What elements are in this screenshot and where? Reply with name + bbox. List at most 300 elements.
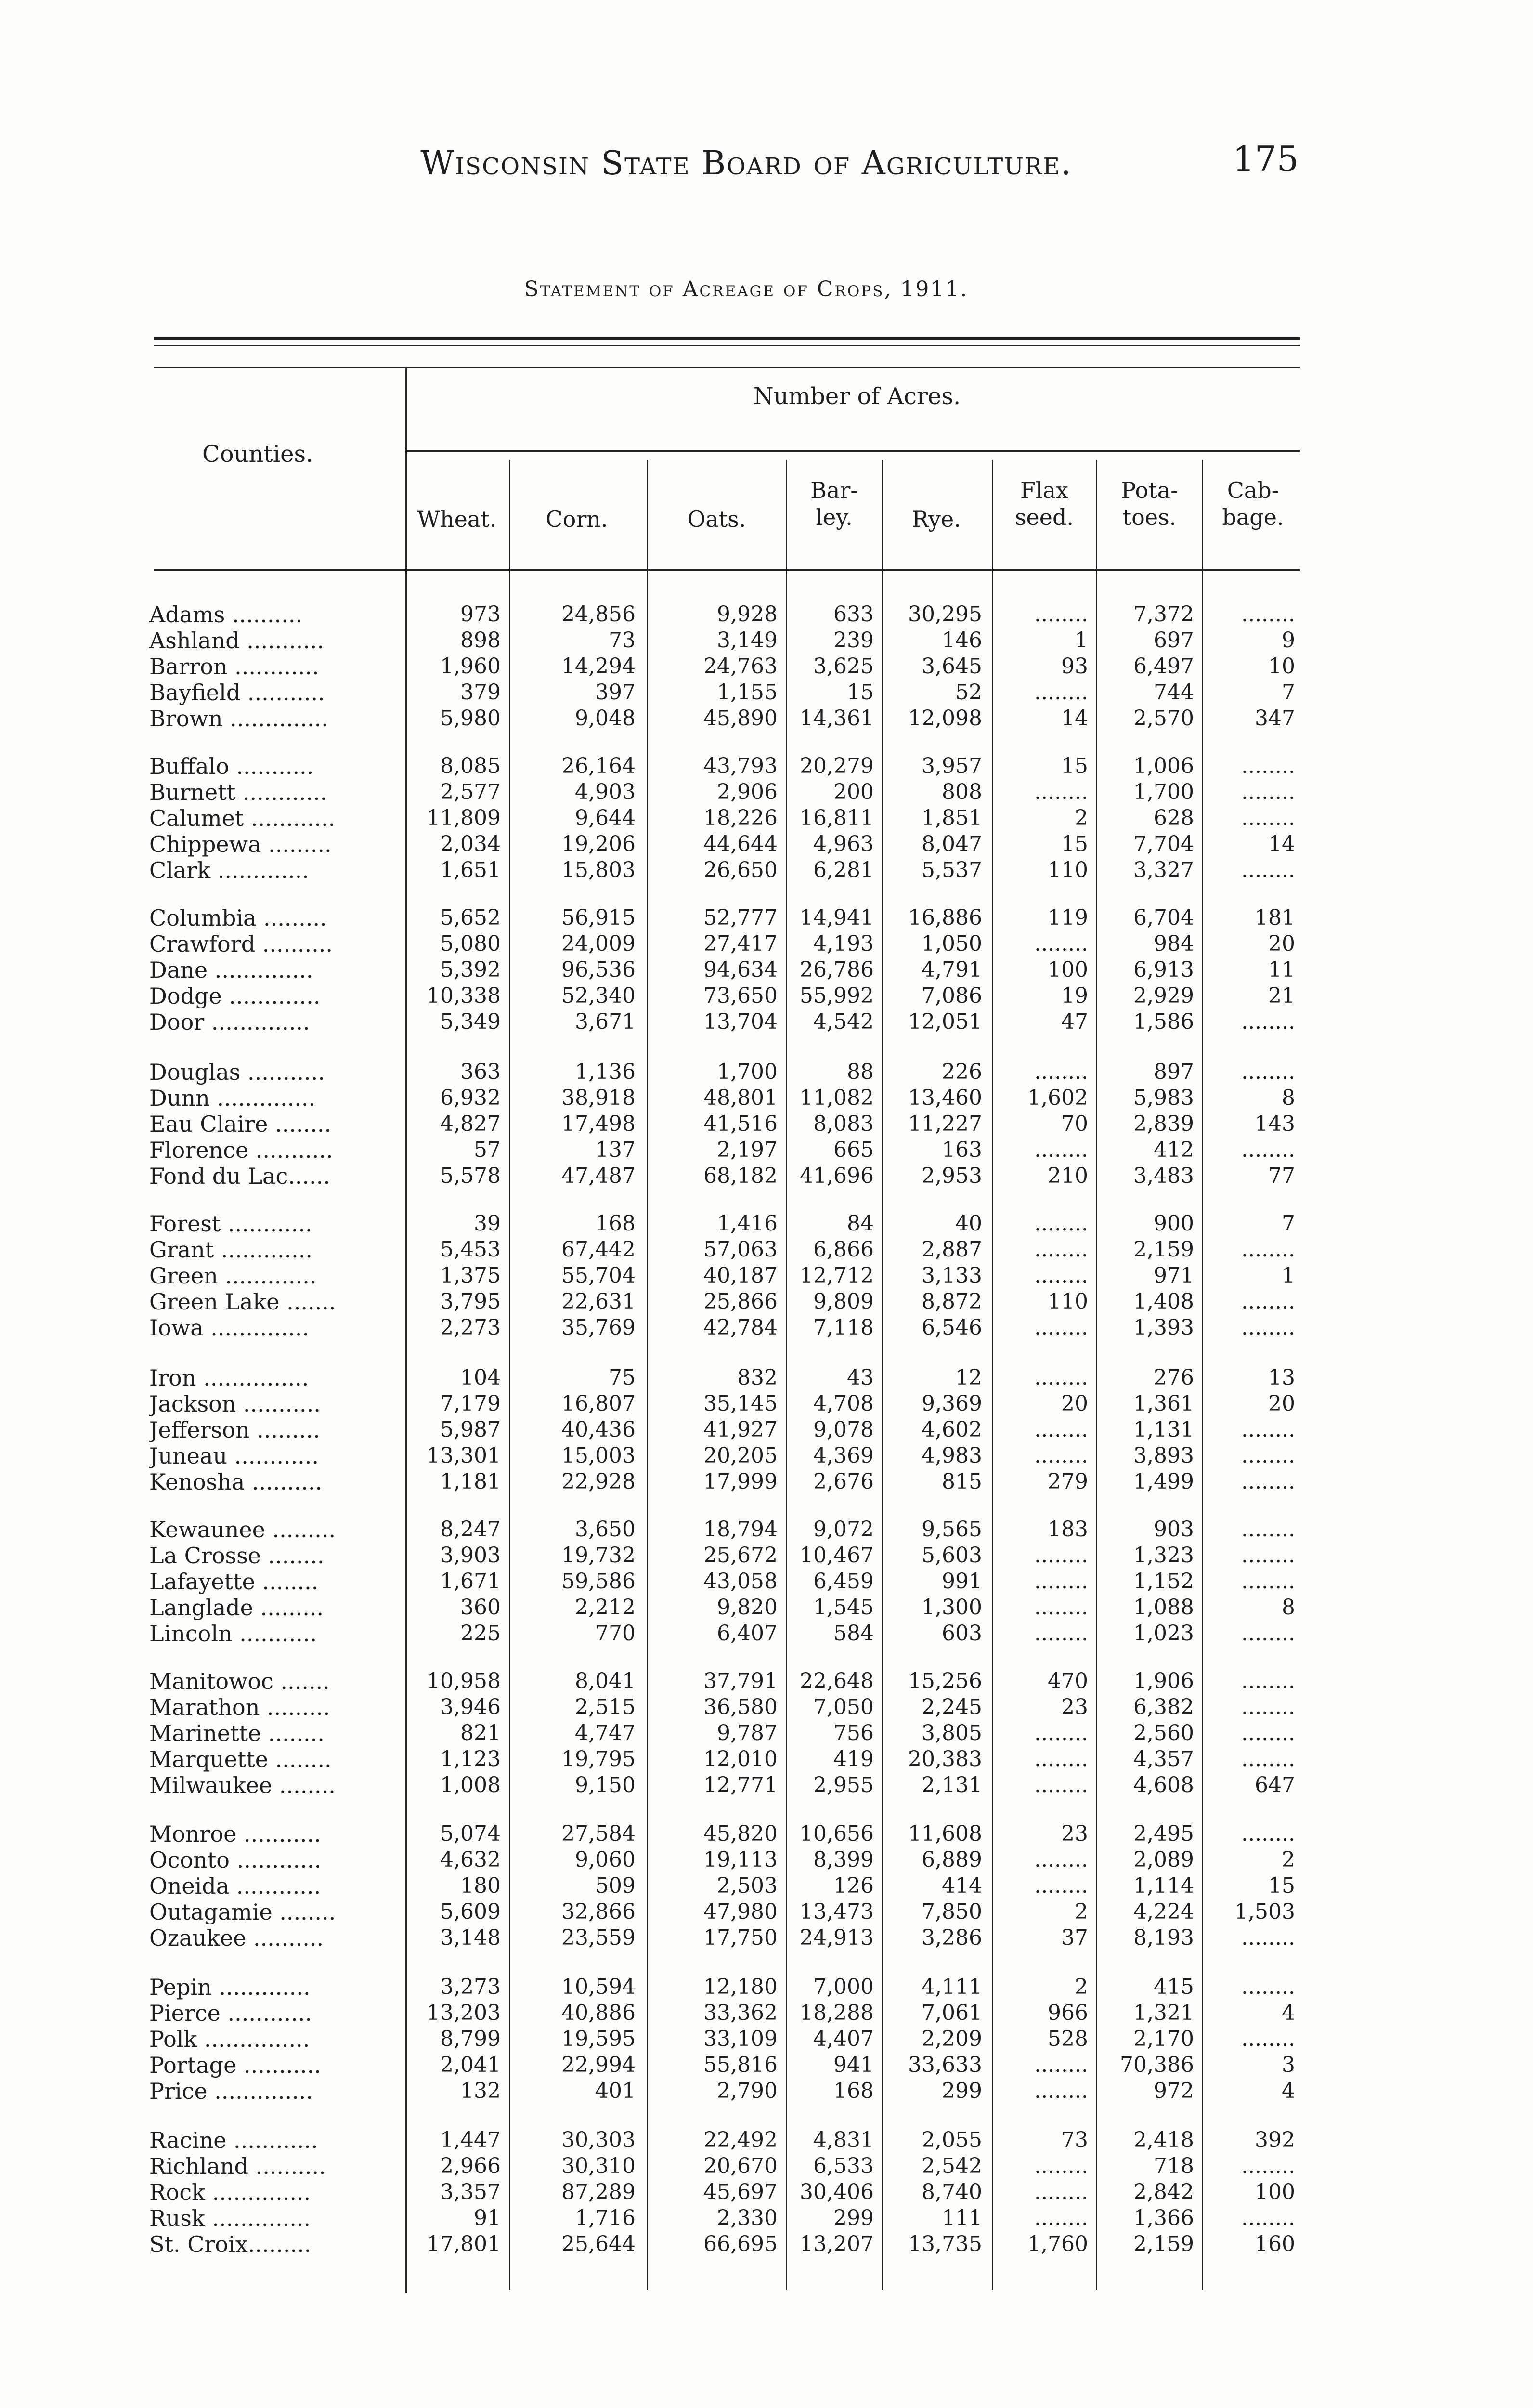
- table-row: [0, 905, 1533, 930]
- cell-potatoes: 697: [1154, 628, 1194, 653]
- cell-oats: 45,820: [703, 1821, 778, 1846]
- cell-flax: 73: [1061, 2128, 1088, 2152]
- cell-flax: 110: [1048, 858, 1088, 882]
- cell-cabbage: ........: [1241, 602, 1295, 627]
- cell-oats: 44,644: [703, 832, 778, 856]
- cell-barley: 3,625: [813, 654, 874, 679]
- cell-barley: 14,941: [800, 905, 874, 930]
- cell-barley: 1,545: [813, 1595, 874, 1620]
- cell-oats: 9,928: [717, 602, 778, 627]
- cell-rye: 3,286: [922, 1925, 982, 1950]
- column-header-flax: Flax seed.: [1014, 477, 1074, 530]
- cell-potatoes: 412: [1154, 1138, 1194, 1162]
- cell-flax: 47: [1061, 1009, 1088, 1034]
- cell-corn: 30,310: [561, 2154, 636, 2178]
- cell-oats: 18,226: [703, 806, 778, 830]
- cell-cabbage: 347: [1255, 706, 1295, 731]
- cell-flax: 1,602: [1027, 1086, 1088, 1110]
- cell-barley: 14,361: [800, 706, 874, 731]
- table-row: [0, 1469, 1533, 1494]
- cell-wheat: 5,578: [440, 1164, 501, 1188]
- cell-flax: ........: [1034, 1138, 1088, 1162]
- cell-rye: 33,633: [908, 2053, 982, 2077]
- cell-rye: 6,546: [922, 1315, 982, 1340]
- table-row: [0, 2128, 1533, 2153]
- cell-barley: 16,811: [800, 806, 874, 830]
- cell-oats: 19,113: [703, 1847, 778, 1872]
- cell-rye: 2,887: [922, 1237, 982, 1262]
- cell-corn: 38,918: [561, 1086, 636, 1110]
- cell-oats: 17,750: [703, 1925, 778, 1950]
- cell-corn: 55,704: [561, 1263, 636, 1288]
- cell-potatoes: 1,366: [1133, 2206, 1194, 2230]
- cell-wheat: 3,903: [440, 1543, 501, 1568]
- county-name: Outagamie ........: [149, 1899, 336, 1924]
- cell-rye: 1,851: [922, 806, 982, 830]
- cell-cabbage: ........: [1241, 1925, 1295, 1950]
- cell-cabbage: ........: [1241, 806, 1295, 830]
- cell-potatoes: 1,152: [1133, 1569, 1194, 1594]
- county-name: Price ..............: [149, 2079, 313, 2104]
- cell-flax: 1: [1075, 628, 1088, 653]
- cell-flax: 119: [1048, 905, 1088, 930]
- cell-rye: 4,111: [922, 1975, 982, 1999]
- cell-wheat: 379: [460, 680, 501, 705]
- cell-oats: 2,503: [717, 1873, 778, 1898]
- cell-potatoes: 1,323: [1133, 1543, 1194, 1568]
- cell-potatoes: 1,006: [1133, 754, 1194, 778]
- cell-oats: 43,058: [703, 1569, 778, 1594]
- cell-flax: ........: [1034, 680, 1088, 705]
- table-row: [0, 1821, 1533, 1846]
- cell-oats: 68,182: [703, 1164, 778, 1188]
- cell-flax: ........: [1034, 2154, 1088, 2178]
- cell-barley: 10,656: [800, 1821, 874, 1846]
- cell-potatoes: 1,088: [1133, 1595, 1194, 1620]
- table-row: [0, 1669, 1533, 1694]
- cell-cabbage: 7: [1282, 1211, 1295, 1236]
- cell-corn: 10,594: [561, 1975, 636, 1999]
- cell-potatoes: 2,170: [1133, 2027, 1194, 2051]
- cell-cabbage: ........: [1241, 1138, 1295, 1162]
- table-row: [0, 1925, 1533, 1950]
- cell-cabbage: ........: [1241, 1469, 1295, 1494]
- cell-rye: 815: [942, 1469, 982, 1494]
- county-name: Rusk ..............: [149, 2206, 311, 2231]
- cell-cabbage: 20: [1268, 1391, 1295, 1416]
- cell-corn: 770: [595, 1621, 636, 1646]
- cell-corn: 22,928: [561, 1469, 636, 1494]
- cell-corn: 26,164: [561, 754, 636, 778]
- cell-corn: 3,650: [575, 1517, 636, 1542]
- county-name: Lincoln ...........: [149, 1621, 317, 1646]
- cell-corn: 19,732: [561, 1543, 636, 1568]
- cell-potatoes: 7,372: [1133, 602, 1194, 627]
- cell-wheat: 3,148: [440, 1925, 501, 1950]
- cell-potatoes: 3,483: [1133, 1164, 1194, 1188]
- table-row: [0, 1391, 1533, 1416]
- cell-barley: 24,913: [800, 1925, 874, 1950]
- cell-cabbage: 1,503: [1234, 1899, 1295, 1924]
- table-row: [0, 1747, 1533, 1772]
- cell-wheat: 1,008: [440, 1773, 501, 1797]
- cell-rye: 8,047: [922, 832, 982, 856]
- cell-corn: 1,716: [575, 2206, 636, 2230]
- cell-oats: 9,787: [717, 1721, 778, 1745]
- cell-barley: 13,473: [800, 1899, 874, 1924]
- cell-corn: 4,747: [575, 1721, 636, 1745]
- cell-wheat: 3,795: [440, 1289, 501, 1314]
- cell-oats: 43,793: [703, 754, 778, 778]
- cell-rye: 3,957: [922, 754, 982, 778]
- county-name: Green .............: [149, 1263, 317, 1288]
- cell-oats: 12,010: [703, 1747, 778, 1771]
- cell-potatoes: 1,361: [1133, 1391, 1194, 1416]
- county-name: Polk ...............: [149, 2027, 310, 2052]
- table-row: [0, 2079, 1533, 2104]
- county-name: Fond du Lac......: [149, 1164, 330, 1189]
- table-row: [0, 931, 1533, 956]
- cell-corn: 32,866: [561, 1899, 636, 1924]
- cell-oats: 33,362: [703, 2001, 778, 2025]
- cell-wheat: 132: [460, 2079, 501, 2103]
- cell-flax: 70: [1061, 1112, 1088, 1136]
- cell-corn: 15,803: [561, 858, 636, 882]
- cell-oats: 42,784: [703, 1315, 778, 1340]
- cell-oats: 17,999: [703, 1469, 778, 1494]
- cell-flax: 20: [1061, 1391, 1088, 1416]
- table-row: [0, 1211, 1533, 1236]
- cell-corn: 22,994: [561, 2053, 636, 2077]
- cell-potatoes: 6,382: [1133, 1695, 1194, 1719]
- county-name: Marquette ........: [149, 1747, 332, 1772]
- cell-oats: 18,794: [703, 1517, 778, 1542]
- cell-barley: 665: [833, 1138, 874, 1162]
- cell-wheat: 8,247: [440, 1517, 501, 1542]
- cell-cabbage: 143: [1255, 1112, 1295, 1136]
- cell-corn: 9,060: [575, 1847, 636, 1872]
- county-name: Racine ............: [149, 2128, 318, 2153]
- cell-flax: 37: [1061, 1925, 1088, 1950]
- cell-flax: 15: [1061, 832, 1088, 856]
- cell-flax: 279: [1048, 1469, 1088, 1494]
- cell-barley: 9,809: [813, 1289, 874, 1314]
- cell-barley: 584: [833, 1621, 874, 1646]
- cell-rye: 20,383: [908, 1747, 982, 1771]
- running-title: Wisconsin State Board of Agriculture.: [420, 144, 1072, 183]
- cell-rye: 9,369: [922, 1391, 982, 1416]
- cell-rye: 226: [942, 1060, 982, 1084]
- cell-wheat: 2,273: [440, 1315, 501, 1340]
- cell-cabbage: 392: [1255, 2128, 1295, 2152]
- cell-cabbage: 11: [1268, 957, 1295, 982]
- cell-oats: 66,695: [703, 2232, 778, 2256]
- cell-corn: 24,009: [561, 931, 636, 956]
- cell-oats: 35,145: [703, 1391, 778, 1416]
- cell-cabbage: ........: [1241, 1289, 1295, 1314]
- cell-rye: 15,256: [908, 1669, 982, 1693]
- cell-oats: 33,109: [703, 2027, 778, 2051]
- cell-cabbage: ........: [1241, 1569, 1295, 1594]
- cell-flax: ........: [1034, 1873, 1088, 1898]
- cell-wheat: 5,080: [440, 931, 501, 956]
- cell-potatoes: 4,224: [1133, 1899, 1194, 1924]
- county-name: Portage ...........: [149, 2053, 321, 2078]
- cell-rye: 808: [942, 780, 982, 804]
- cell-barley: 200: [833, 780, 874, 804]
- cell-wheat: 5,980: [440, 706, 501, 731]
- cell-cabbage: 7: [1282, 680, 1295, 705]
- cell-wheat: 13,203: [427, 2001, 501, 2025]
- cell-potatoes: 70,386: [1120, 2053, 1194, 2077]
- cell-oats: 2,197: [717, 1138, 778, 1162]
- cell-flax: ........: [1034, 602, 1088, 627]
- cell-flax: 2: [1075, 1899, 1088, 1924]
- table-row: [0, 1138, 1533, 1163]
- cell-oats: 47,980: [703, 1899, 778, 1924]
- cell-corn: 40,886: [561, 2001, 636, 2025]
- table-row: [0, 1365, 1533, 1390]
- cell-oats: 9,820: [717, 1595, 778, 1620]
- cell-rye: 2,131: [922, 1773, 982, 1797]
- county-name: Dodge .............: [149, 983, 321, 1008]
- cell-flax: 2: [1075, 806, 1088, 830]
- cell-wheat: 4,827: [440, 1112, 501, 1136]
- cell-cabbage: ........: [1241, 1821, 1295, 1846]
- cell-flax: ........: [1034, 1773, 1088, 1797]
- table-row: [0, 832, 1533, 857]
- cell-rye: 146: [942, 628, 982, 653]
- cell-wheat: 3,273: [440, 1975, 501, 1999]
- cell-flax: 2: [1075, 1975, 1088, 1999]
- county-name: Columbia .........: [149, 905, 327, 930]
- cell-wheat: 2,966: [440, 2154, 501, 2178]
- cell-flax: ........: [1034, 1747, 1088, 1771]
- cell-corn: 17,498: [561, 1112, 636, 1136]
- cell-rye: 8,872: [922, 1289, 982, 1314]
- cell-wheat: 5,349: [440, 1009, 501, 1034]
- cell-potatoes: 1,700: [1133, 780, 1194, 804]
- cell-barley: 4,369: [813, 1443, 874, 1468]
- cell-corn: 14,294: [561, 654, 636, 679]
- county-name: Adams ..........: [149, 602, 303, 627]
- cell-barley: 7,000: [813, 1975, 874, 1999]
- cell-barley: 8,083: [813, 1112, 874, 1136]
- cell-cabbage: ........: [1241, 1621, 1295, 1646]
- cell-rye: 12: [955, 1365, 982, 1390]
- county-name: Iron ...............: [149, 1365, 309, 1390]
- cell-flax: ........: [1034, 1595, 1088, 1620]
- counties-header: Counties.: [202, 441, 313, 468]
- column-header-corn: Corn.: [546, 506, 608, 532]
- county-name: Iowa ..............: [149, 1315, 309, 1340]
- cell-corn: 397: [595, 680, 636, 705]
- cell-barley: 2,955: [813, 1773, 874, 1797]
- cell-corn: 509: [595, 1873, 636, 1898]
- county-name: Kewaunee .........: [149, 1517, 336, 1542]
- cell-cabbage: ........: [1241, 780, 1295, 804]
- cell-wheat: 5,074: [440, 1821, 501, 1846]
- table-row: [0, 1086, 1533, 1111]
- cell-oats: 48,801: [703, 1086, 778, 1110]
- table-row: [0, 1695, 1533, 1720]
- table-row: [0, 1112, 1533, 1137]
- cell-corn: 67,442: [561, 1237, 636, 1262]
- cell-wheat: 2,577: [440, 780, 501, 804]
- cell-flax: ........: [1034, 1543, 1088, 1568]
- cell-cabbage: ........: [1241, 1747, 1295, 1771]
- cell-oats: 1,416: [717, 1211, 778, 1236]
- cell-cabbage: 9: [1282, 628, 1295, 653]
- county-name: Ashland ...........: [149, 628, 325, 653]
- cell-corn: 9,644: [575, 806, 636, 830]
- cell-potatoes: 1,114: [1133, 1873, 1194, 1898]
- table-row: [0, 2027, 1533, 2052]
- cell-wheat: 363: [460, 1060, 501, 1084]
- table-row: [0, 602, 1533, 627]
- table-row: [0, 1517, 1533, 1542]
- cell-corn: 59,586: [561, 1569, 636, 1594]
- table-row: [0, 1289, 1533, 1314]
- county-name: Ozaukee ..........: [149, 1925, 324, 1950]
- cell-wheat: 10,338: [427, 983, 501, 1008]
- cell-oats: 6,407: [717, 1621, 778, 1646]
- cell-barley: 756: [833, 1721, 874, 1745]
- cell-barley: 88: [847, 1060, 874, 1084]
- cell-flax: 93: [1061, 654, 1088, 679]
- cell-flax: 110: [1048, 1289, 1088, 1314]
- table-row: [0, 1237, 1533, 1262]
- cell-wheat: 973: [460, 602, 501, 627]
- cell-rye: 4,602: [922, 1417, 982, 1442]
- cell-barley: 11,082: [800, 1086, 874, 1110]
- cell-rye: 7,086: [922, 983, 982, 1008]
- cell-flax: ........: [1034, 780, 1088, 804]
- cell-rye: 2,245: [922, 1695, 982, 1719]
- cell-rye: 3,133: [922, 1263, 982, 1288]
- cell-potatoes: 7,704: [1133, 832, 1194, 856]
- county-name: Pepin .............: [149, 1975, 311, 2000]
- cell-barley: 4,193: [813, 931, 874, 956]
- cell-rye: 3,805: [922, 1721, 982, 1745]
- cell-rye: 6,889: [922, 1847, 982, 1872]
- cell-potatoes: 1,321: [1133, 2001, 1194, 2025]
- county-name: Buffalo ...........: [149, 754, 314, 779]
- cell-flax: 966: [1048, 2001, 1088, 2025]
- cell-cabbage: ........: [1241, 2154, 1295, 2178]
- cell-rye: 991: [942, 1569, 982, 1594]
- cell-flax: ........: [1034, 2206, 1088, 2230]
- cell-corn: 56,915: [561, 905, 636, 930]
- cell-flax: 528: [1048, 2027, 1088, 2051]
- column-header-rye: Rye.: [912, 506, 961, 532]
- table-row: [0, 1847, 1533, 1872]
- cell-rye: 2,953: [922, 1164, 982, 1188]
- cell-barley: 7,050: [813, 1695, 874, 1719]
- cell-cabbage: 181: [1255, 905, 1295, 930]
- cell-corn: 19,206: [561, 832, 636, 856]
- cell-barley: 15: [847, 680, 874, 705]
- cell-flax: ........: [1034, 1721, 1088, 1745]
- cell-barley: 10,467: [800, 1543, 874, 1568]
- cell-oats: 12,771: [703, 1773, 778, 1797]
- cell-barley: 6,533: [813, 2154, 874, 2178]
- cell-barley: 633: [833, 602, 874, 627]
- table-row: [0, 2206, 1533, 2231]
- cell-wheat: 5,609: [440, 1899, 501, 1924]
- column-header-barley: Bar- ley.: [810, 477, 858, 530]
- cell-corn: 19,795: [561, 1747, 636, 1771]
- cell-potatoes: 6,704: [1133, 905, 1194, 930]
- cell-potatoes: 6,913: [1133, 957, 1194, 982]
- table-row: [0, 2232, 1533, 2257]
- cell-potatoes: 4,608: [1133, 1773, 1194, 1797]
- cell-barley: 6,281: [813, 858, 874, 882]
- cell-flax: 15: [1061, 754, 1088, 778]
- cell-flax: ........: [1034, 1417, 1088, 1442]
- cell-rye: 12,098: [908, 706, 982, 731]
- county-name: Calumet ............: [149, 806, 336, 831]
- cell-potatoes: 984: [1154, 931, 1194, 956]
- cell-barley: 4,831: [813, 2128, 874, 2152]
- cell-oats: 37,791: [703, 1669, 778, 1693]
- table-row: [0, 957, 1533, 982]
- cell-oats: 36,580: [703, 1695, 778, 1719]
- cell-cabbage: ........: [1241, 1517, 1295, 1542]
- county-name: Manitowoc .......: [149, 1669, 330, 1694]
- county-name: Florence ...........: [149, 1138, 333, 1163]
- cell-barley: 9,078: [813, 1417, 874, 1442]
- cell-rye: 30,295: [908, 602, 982, 627]
- cell-barley: 126: [833, 1873, 874, 1898]
- cell-wheat: 360: [460, 1595, 501, 1620]
- cell-wheat: 898: [460, 628, 501, 653]
- cell-rye: 299: [942, 2079, 982, 2103]
- cell-wheat: 1,375: [440, 1263, 501, 1288]
- cell-barley: 20,279: [800, 754, 874, 778]
- column-header-cabbage: Cab- bage.: [1222, 477, 1284, 530]
- cell-barley: 168: [833, 2079, 874, 2103]
- cell-potatoes: 628: [1154, 806, 1194, 830]
- cell-corn: 9,048: [575, 706, 636, 731]
- cell-oats: 41,516: [703, 1112, 778, 1136]
- county-name: Burnett ............: [149, 780, 327, 805]
- cell-potatoes: 1,393: [1133, 1315, 1194, 1340]
- county-name: Oconto ............: [149, 1847, 322, 1872]
- cell-flax: ........: [1034, 1263, 1088, 1288]
- cell-cabbage: ........: [1241, 754, 1295, 778]
- cell-oats: 57,063: [703, 1237, 778, 1262]
- cell-rye: 1,050: [922, 931, 982, 956]
- cell-wheat: 225: [460, 1621, 501, 1646]
- cell-cabbage: 2: [1282, 1847, 1295, 1872]
- cell-cabbage: ........: [1241, 1009, 1295, 1034]
- county-name: Crawford ..........: [149, 931, 333, 956]
- cell-oats: 55,816: [703, 2053, 778, 2077]
- cell-rye: 52: [955, 680, 982, 705]
- header-bottom-rule: [154, 569, 1300, 571]
- cell-potatoes: 1,408: [1133, 1289, 1194, 1314]
- cell-barley: 299: [833, 2206, 874, 2230]
- county-name: Jackson ...........: [149, 1391, 321, 1416]
- cell-flax: ........: [1034, 1621, 1088, 1646]
- table-row: [0, 706, 1533, 731]
- cell-potatoes: 1,906: [1133, 1669, 1194, 1693]
- cell-potatoes: 1,499: [1133, 1469, 1194, 1494]
- cell-flax: 23: [1061, 1695, 1088, 1719]
- statement-title: Statement of Acreage of Crops, 1911.: [524, 277, 969, 301]
- cell-rye: 11,608: [908, 1821, 982, 1846]
